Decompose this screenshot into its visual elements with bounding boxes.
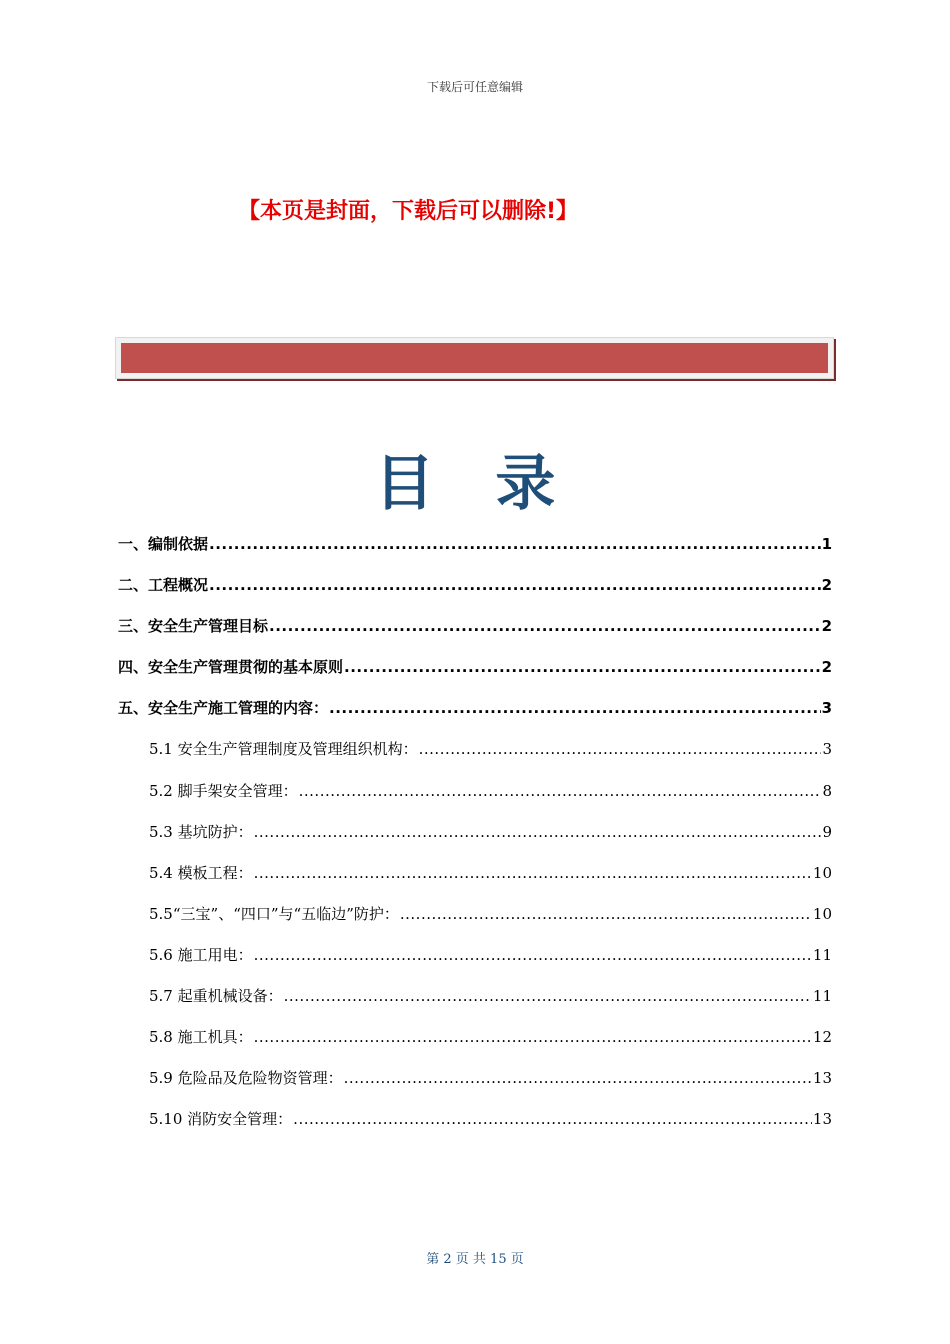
toc-leader-dots: [254, 1021, 812, 1054]
toc-entry-2[interactable]: [118, 569, 832, 610]
toc-leader-dots: [269, 610, 821, 643]
toc-leader-dots: [344, 651, 821, 684]
toc-entry-5-9[interactable]: [118, 1062, 832, 1103]
toc-entry-page: 10: [812, 904, 832, 923]
toc-entry-text: 5.8 施工机具：: [149, 1028, 253, 1047]
cover-notice: 【本页是封面，下载后可以删除!】: [238, 199, 579, 224]
toc-entry-text: 5.9 危险品及危险物资管理：: [149, 1069, 343, 1088]
toc-entry-text: 五、安全生产施工管理的内容：: [118, 699, 329, 718]
toc-entry-page: 11: [812, 945, 832, 964]
toc-entry-page: 8: [822, 781, 832, 800]
toc-leader-dots: [329, 692, 821, 725]
toc-entry-page: 9: [822, 822, 832, 841]
toc-entry-text: 5.2 脚手架安全管理：: [149, 781, 298, 800]
toc-entry-page: 2: [821, 576, 832, 595]
toc-entry-5-4[interactable]: [118, 857, 832, 898]
toc-leader-dots: [209, 569, 821, 602]
toc-leader-dots: [293, 1103, 812, 1136]
toc-entry-text: 5.6 施工用电：: [149, 945, 253, 964]
decorative-banner: [115, 337, 834, 379]
toc-entry-5-6[interactable]: [118, 939, 832, 980]
toc-entry-3[interactable]: [118, 610, 832, 651]
toc-entry-text: 5.10 消防安全管理：: [149, 1110, 293, 1129]
toc-entry-page: 3: [821, 699, 832, 718]
toc-entry-page: 13: [812, 1110, 832, 1129]
toc-leader-dots: [254, 939, 812, 972]
toc-entry-page: 12: [812, 1028, 832, 1047]
toc-entry-text: 三、安全生产管理目标: [118, 617, 269, 636]
banner-fill: [121, 343, 828, 373]
toc-entry-text: 5.7 起重机械设备：: [149, 987, 283, 1006]
toc-entry-5-1[interactable]: [118, 733, 832, 774]
footer-page-number: 第 2 页 共 15 页: [426, 1252, 524, 1267]
table-of-contents: [118, 528, 832, 1144]
toc-entry-page: 10: [812, 863, 832, 882]
toc-entry-text: 5.1 安全生产管理制度及管理组织机构：: [149, 740, 418, 759]
toc-leader-dots: [299, 775, 822, 808]
toc-entry-text: 5.4 模板工程：: [149, 863, 253, 882]
toc-leader-dots: [284, 980, 812, 1013]
toc-entry-page: 2: [821, 617, 832, 636]
toc-leader-dots: [400, 898, 812, 931]
toc-leader-dots: [254, 816, 822, 849]
toc-title: 目 录: [374, 449, 576, 519]
header-note: 下载后可任意编辑: [426, 80, 523, 94]
toc-entry-5-10[interactable]: [118, 1103, 832, 1144]
toc-entry-page: 1: [821, 535, 832, 553]
toc-entry-5-8[interactable]: [118, 1021, 832, 1062]
toc-entry-text: 5.5“三宝”、“四口”与“五临边”防护：: [149, 904, 399, 923]
toc-entry-page: 11: [812, 987, 832, 1006]
toc-entry-5-3[interactable]: [118, 816, 832, 857]
toc-entry-page: 13: [812, 1069, 832, 1088]
toc-entry-page: 3: [822, 740, 832, 759]
toc-entry-page: 2: [821, 658, 832, 677]
toc-entry-text: 二、工程概况: [118, 576, 209, 595]
toc-entry-text: 一、编制依据: [118, 535, 209, 553]
toc-leader-dots: [254, 857, 812, 890]
toc-leader-dots: [209, 528, 821, 561]
toc-leader-dots: [344, 1062, 812, 1095]
toc-entry-text: 四、安全生产管理贯彻的基本原则: [118, 658, 344, 677]
toc-entry-5-7[interactable]: [118, 980, 832, 1021]
toc-entry-text: 5.3 基坑防护：: [149, 822, 253, 841]
toc-entry-5-2[interactable]: [118, 775, 832, 816]
toc-entry-4[interactable]: [118, 651, 832, 692]
toc-entry-1[interactable]: [118, 528, 832, 569]
toc-entry-5-5[interactable]: [118, 898, 832, 939]
toc-entry-5[interactable]: [118, 692, 832, 733]
toc-leader-dots: [419, 733, 822, 766]
